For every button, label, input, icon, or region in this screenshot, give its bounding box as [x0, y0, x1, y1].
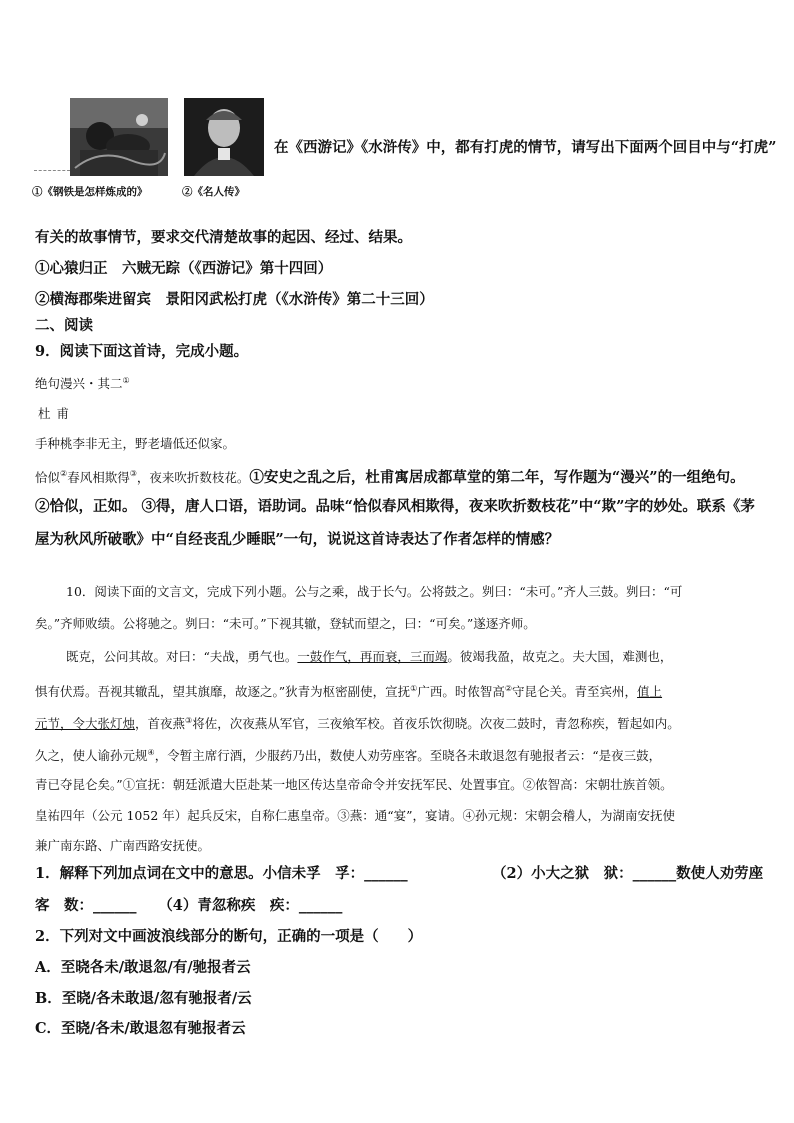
- q10-line-2: 矣。”齐师败绩。公将驰之。刿曰：“未可。”下视其辙，登轼而望之，曰：“可矣。”遂逐齐师。: [35, 616, 536, 631]
- section-heading: 二、阅读: [35, 317, 93, 334]
- q8-item-2: ②横海郡柴进留宾 景阳冈武松打虎（《水浒传》第二十三回）: [35, 291, 434, 308]
- sub2-option-c: C．至晓/各未/敢退忽有驰报者云: [35, 1020, 246, 1037]
- figure-caption-1: ①《钢铁是怎样炼成的》: [32, 186, 148, 198]
- figure-caption-2: ②《名人传》: [182, 186, 245, 198]
- q9-stem: 9．阅读下面这首诗，完成小题。: [35, 343, 249, 360]
- sub2-option-a: A．至晓各未/敢退忽/有/驰报者云: [35, 959, 251, 976]
- sub1-c: 客 数：______ （4）青忽称疾 疾：______: [35, 897, 343, 914]
- figure-row: [30, 92, 275, 207]
- q10-line-3: 既克，公问其故。对曰：“夫战，勇气也。一鼓作气，再而衰，三而竭。彼竭我盈，故克之。夫大国，难测也，: [66, 649, 673, 664]
- q10-line-1: 10．阅读下面的文言文，完成下列小题。公与之乘，战于长勺。公将鼓之。刿曰：“未可。”齐人三鼓。刿曰：“可: [66, 584, 683, 599]
- q9-note-2: ②恰似，正如。 ③得，唐人口语，语助词。品味“恰似春风相欺得，夜来吹折数枝花”中“欺”字的妙处。联系《茅: [35, 498, 755, 515]
- q10-line-4: 惧有伏焉。吾视其辙乱，望其旗靡，故逐之。”狄青为枢密副使，宣抚①广西。时侬智高②守昆仑关。青至宾州，值上: [35, 684, 663, 700]
- q10-line-8: 皇祐四年（公元 1052 年）起兵反宋，自称仁惠皇帝。③燕：通“宴”，宴请。④孙元规：宋朝会稽人，为湖南安抚使: [35, 808, 676, 823]
- poem-line-2: 恰似②春风相欺得③，夜来吹折数枝花。①安史之乱之后，杜甫寓居成都草堂的第二年，写作题为“漫兴”的一组绝句。: [35, 468, 745, 486]
- dashed-mark: [34, 170, 70, 171]
- book-cover-image-1: [70, 98, 168, 176]
- poem-title: 绝句漫兴・其二①: [35, 375, 130, 391]
- q10-line-5: 元节，令大张灯烛，首夜燕③将佐，次夜燕从军官，三夜飨军校。首夜乐饮彻晓。次夜二鼓时，青忽称疾，暂起如内。: [35, 716, 680, 732]
- sub2-stem: 2．下列对文中画波浪线部分的断句，正确的一项是（ ）: [35, 928, 423, 945]
- sub2-option-b: B．至晓/各未敢退/忽有驰报者/云: [35, 990, 252, 1007]
- q10-line-7: 青已夺昆仑矣。”①宣抚：朝廷派遣大臣赴某一地区传达皇帝命令并安抚军民、处置事宜。②侬智高：宋朝壮族首领。: [35, 777, 673, 792]
- q10-line-6: 久之，使人谕孙元规④，令暂主席行酒，少服药乃出，数使人劝劳座客。至晓各未敢退忽有驰报者云：“是夜三鼓，: [35, 748, 662, 764]
- book-cover-image-2: [184, 98, 264, 176]
- poem-line-1: 手种桃李非无主，野老墙低还似家。: [35, 436, 236, 451]
- q8-intro-b: 有关的故事情节，要求交代清楚故事的起因、经过、结果。: [35, 229, 412, 246]
- sub1-b: （2）小大之狱 狱：______数使人劝劳座: [492, 865, 764, 882]
- q8-item-1: ①心猿归正 六贼无踪（《西游记》第十四回）: [35, 260, 333, 277]
- sub1-a: 1．解释下列加点词在文中的意思。小信未孚 孚：______: [35, 865, 408, 882]
- q8-intro-a: 在《西游记》《水浒传》中，都有打虎的情节，请写出下面两个回目中与“打虎”: [274, 139, 777, 156]
- q10-line-9: 兼广南东路、广南西路安抚使。: [35, 838, 211, 853]
- q9-note-3: 屋为秋风所破歌》中“自经丧乱少睡眠”一句，说说这首诗表达了作者怎样的情感？: [35, 531, 560, 548]
- poem-author: 杜甫: [38, 406, 76, 421]
